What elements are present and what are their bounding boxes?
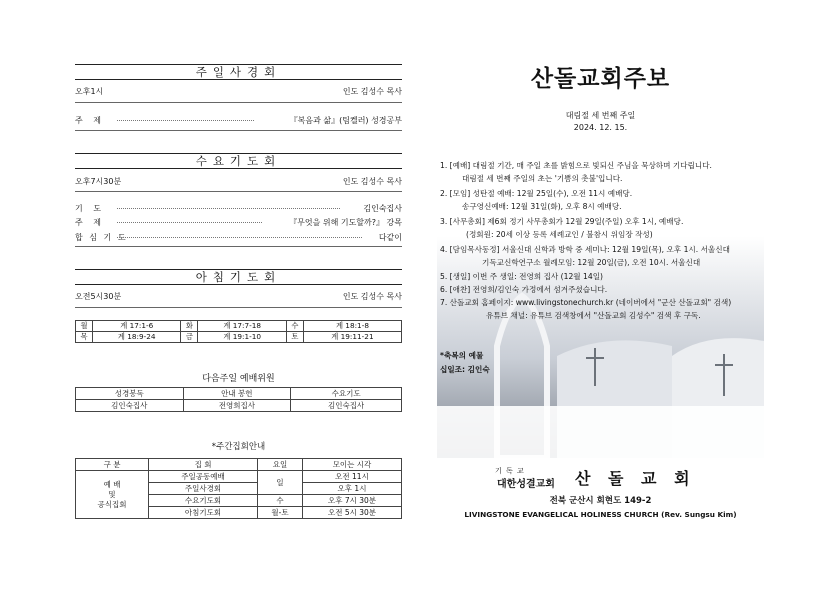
day-cell: 월: [76, 321, 93, 332]
wednesday-leader: 인도 김성수 목사: [342, 177, 402, 186]
gathering-name: 아침기도회: [149, 507, 258, 519]
value-cell: 김인숙집사: [76, 400, 184, 412]
church-english-name: LIVINGSTONE EVANGELICAL HOLINESS CHURCH (Rev. Sungsu Kim): [464, 510, 737, 519]
verse-cell: 계 19:1-10: [198, 332, 286, 343]
wednesday-row-label: 주 제: [75, 218, 105, 227]
table-row: [76, 471, 402, 483]
bulletin-title: 산돌교회주보: [530, 66, 671, 92]
header-cell: 구 분: [76, 459, 149, 471]
day-cell: 수: [286, 321, 303, 332]
verse-cell: 계 19:11-21: [303, 332, 401, 343]
gathering-day: 월-토: [258, 507, 303, 519]
gathering-time: 오전 5시 30분: [303, 507, 402, 519]
wednesday-section-title: 수요기도회: [75, 153, 402, 169]
table-row: [76, 321, 402, 332]
gathering-time: 오후 1시: [303, 483, 402, 495]
table-row: [76, 388, 402, 400]
announcement: 대림절 세 번째 주일의 초는 '기쁨의 촛불'입니다.: [462, 174, 623, 183]
table-row: [76, 400, 402, 412]
bulletin-date: 2024. 12. 15.: [573, 123, 628, 132]
church-religion: 기 독 교: [495, 467, 525, 475]
church-name: 산 돌 교 회: [575, 469, 696, 488]
gathering-name: 주일사경회: [149, 483, 258, 495]
next-week-table: [75, 387, 402, 412]
category-cell: 예 배 및 공식집회: [76, 471, 149, 519]
announcement: 4. [담임목사동정] 서울신대 신학과 방학 중 세미나: 12월 19일(목), 오후 1시. 서울신대: [440, 245, 730, 254]
weekly-title: *주간집회안내: [211, 442, 266, 452]
verse-cell: 계 17:7-18: [198, 321, 286, 332]
wednesday-row-value: 다같이: [378, 233, 402, 242]
table-row: [76, 459, 402, 471]
gathering-name: 주일공동예배: [149, 471, 258, 483]
gathering-name: 수요기도회: [149, 495, 258, 507]
table-row: [76, 332, 402, 343]
offering-text: 십일조: 김인숙: [440, 365, 490, 374]
divider: [75, 191, 402, 192]
announcement: 유튜브 채널: 유튜브 검색창에서 "산돌교회 김성수" 검색 후 구독.: [486, 311, 701, 320]
wednesday-row-value: 김인숙집사: [363, 204, 402, 213]
divider: [75, 130, 402, 131]
dotted-leader: [117, 208, 340, 209]
gathering-time: 오후 7시 30분: [303, 495, 402, 507]
day-cell: 토: [286, 332, 303, 343]
announcement: (정회원: 20세 이상 등록 세례교인 / 불참시 위임장 작성): [466, 230, 653, 239]
dotted-leader: [117, 237, 362, 238]
announcement: 6. [애찬] 전영희/김인숙 가정에서 섬겨주셨습니다.: [440, 285, 608, 294]
divider: [75, 307, 402, 308]
header-cell: 모이는 시각: [303, 459, 402, 471]
gathering-day: 수: [258, 495, 303, 507]
wednesday-row-value: 『무엇을 위해 기도할까?』 강목: [289, 218, 402, 227]
gathering-time: 오전 11시: [303, 471, 402, 483]
sunday-theme-value: 『복음과 삶』(팀켈러) 성경공부: [289, 116, 402, 125]
announcement: 3. [사무총회] 제6회 정기 사무총회가 12월 29일(주일) 오후 1시, 예배당.: [440, 217, 684, 226]
sunday-section-title: 주일사경회: [75, 64, 402, 80]
divider: [75, 102, 402, 103]
morning-time: 오전5시30분: [75, 292, 122, 301]
weekly-table: [75, 458, 402, 519]
header-cell: 성경봉독: [76, 388, 184, 400]
bulletin-subtitle: 대림절 세 번째 주일: [565, 111, 636, 120]
value-cell: 김인숙집사: [291, 400, 402, 412]
announcement: 2. [모임] 성탄절 예배: 12월 25일(수), 오전 11시 예배당.: [440, 189, 633, 198]
gathering-day: 일: [258, 471, 303, 495]
divider: [75, 246, 402, 247]
sunday-time-row: [75, 86, 402, 97]
verse-cell: 계 18:1-8: [303, 321, 401, 332]
next-week-title: 다음주일 예배위원: [202, 374, 275, 384]
header-cell: 수요기도: [291, 388, 402, 400]
day-cell: 화: [181, 321, 198, 332]
dotted-leader: [117, 222, 262, 223]
morning-leader: 인도 김성수 목사: [342, 292, 402, 301]
wednesday-time-row: [75, 176, 402, 187]
announcement: 7. 산돌교회 홈페이지: www.livingstonechurch.kr (네이버에서 "군산 산돌교회" 검색): [440, 298, 732, 307]
wednesday-time: 오후7시30분: [75, 177, 122, 186]
announcement: 기독교신학연구소 월례모임: 12월 20일(금), 오전 10시. 서울신대: [482, 258, 701, 267]
header-cell: 요일: [258, 459, 303, 471]
offering-title: *축복의 예물: [440, 351, 484, 360]
wednesday-row-label: 합 심 기 도: [75, 233, 128, 242]
header-cell: 안내 봉헌: [183, 388, 291, 400]
announcement: 1. [예배] 대림절 기간, 매 주일 초를 밝힘으로 빛되신 주님을 묵상하며 기다립니다.: [440, 161, 712, 170]
day-cell: 목: [76, 332, 93, 343]
morning-schedule-table: [75, 320, 402, 343]
announcement: 5. [생일] 이번 주 생일: 전영희 집사 (12월 14일): [440, 272, 603, 281]
sunday-theme-label: 주 제: [75, 116, 105, 125]
morning-time-row: [75, 291, 402, 302]
church-address: 전북 군산시 회현도 149-2: [549, 496, 652, 506]
sunday-leader: 인도 김성수 목사: [342, 87, 402, 96]
announcement: 송구영신예배: 12월 31일(화), 오후 8시 예배당.: [462, 202, 622, 211]
morning-section-title: 아침기도회: [75, 269, 402, 285]
sunday-time: 오후1시: [75, 87, 104, 96]
wednesday-row-label: 기 도: [75, 204, 105, 213]
verse-cell: 계 17:1-6: [93, 321, 181, 332]
header-cell: 집 회: [149, 459, 258, 471]
day-cell: 금: [181, 332, 198, 343]
verse-cell: 계 18:9-24: [93, 332, 181, 343]
value-cell: 전영희집사: [183, 400, 291, 412]
dotted-leader: [117, 120, 254, 121]
church-denomination: 대한성결교회: [497, 479, 555, 490]
church-photo: [437, 236, 764, 458]
